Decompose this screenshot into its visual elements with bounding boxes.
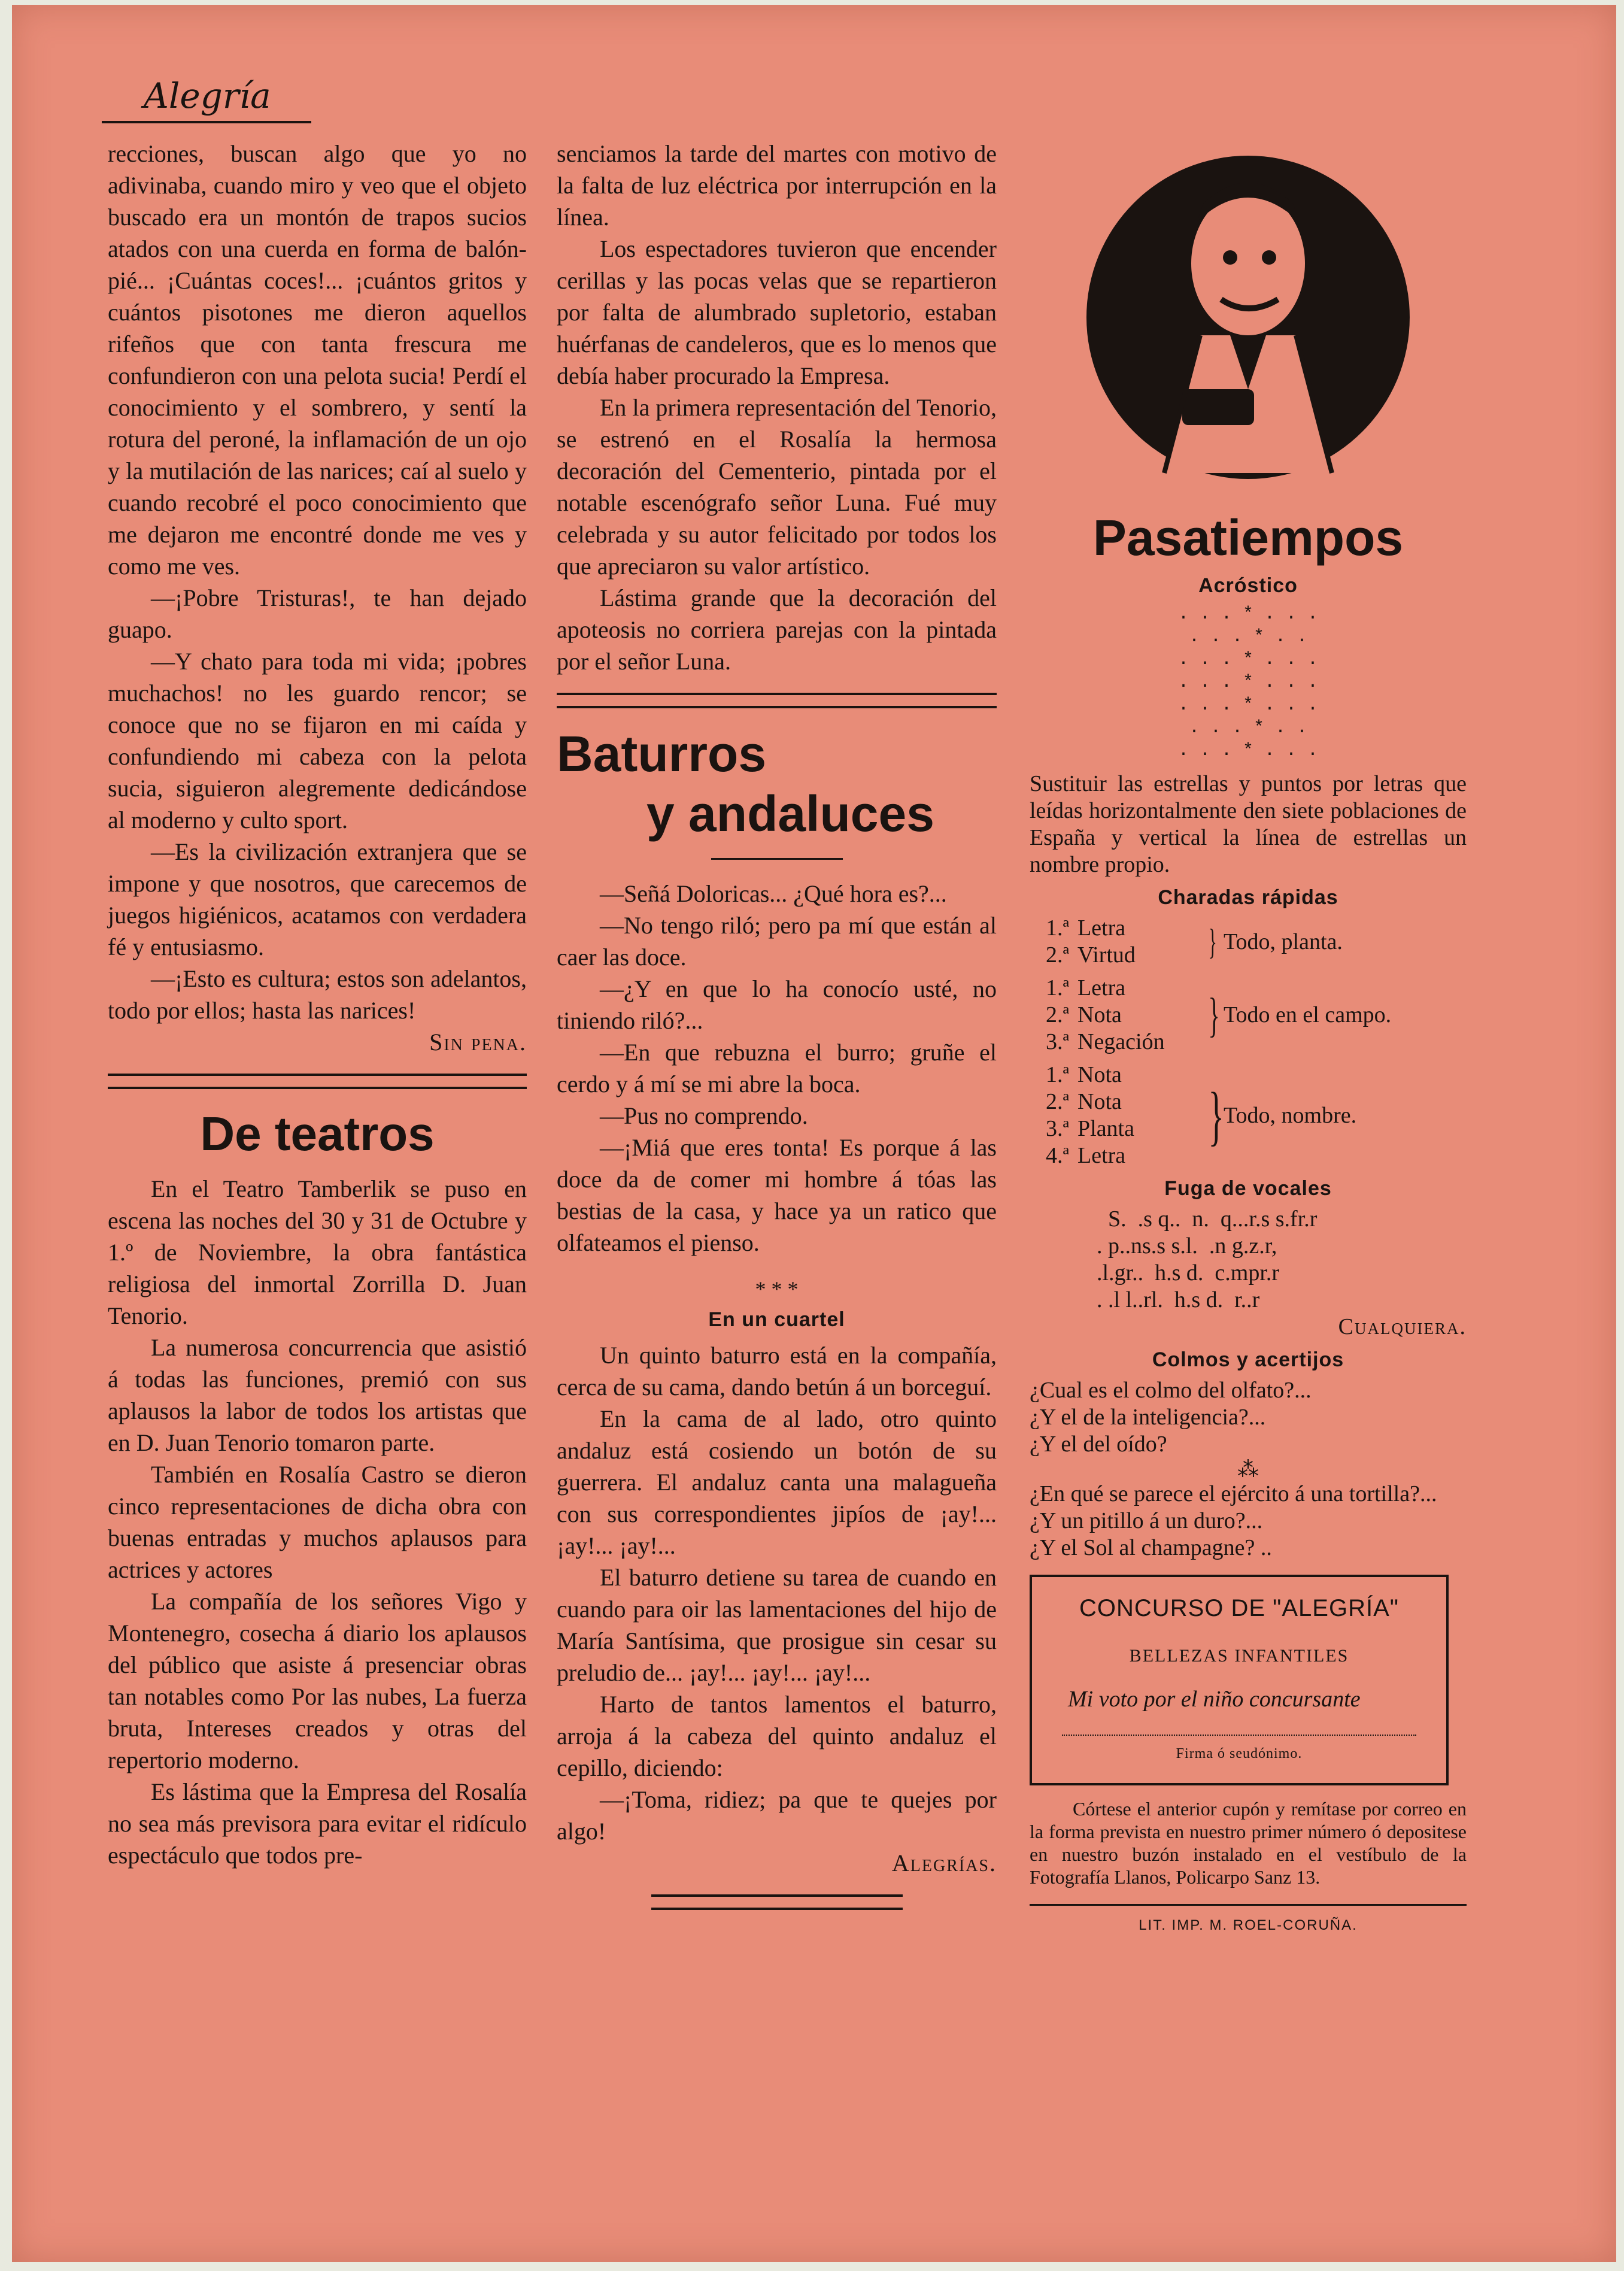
paragraph: —Y chato para toda mi vida; ¡pobres muchachos! no les guardo rencor; se conoce que no se fijaron en mi caída y confundiendo mi cabeza con la pelota sucia, siguieron alegremente dedicándose al moderno y culto sport. (108, 648, 527, 833)
charada-word: Letra (1077, 915, 1126, 941)
paragraph: En la cama de al lado, otro quinto andaluz está cosiendo un botón de su guerrera. El andaluz canta una malagueña con sus correspondientes jipíos de ¡ay!... ¡ay!... ¡ay!... (557, 1405, 997, 1559)
paragraph: La numerosa concurrencia que asistió á todas las funciones, premió con sus aplausos la labor de todos los artistas que en D. Juan Tenorio tomaron parte. (108, 1334, 527, 1456)
acertijo-line: ¿Y el Sol al champagne? .. (1030, 1535, 1272, 1560)
brace-icon: } (1208, 1079, 1224, 1152)
paragraph: —No tengo riló; pero pa mí que están al caer las doce. (557, 912, 997, 971)
signature-line[interactable] (1062, 1735, 1416, 1736)
coupon-note: Córtese el anterior cupón y remítase por correo en la forma prevista en nuestro primer número ó depositese en nuestro buzón instalado en el vestíbulo de la Fotografía Llanos, Policarpo Sanz 13. (1030, 1798, 1467, 1888)
acrostico-row: . . . * . . . (1177, 604, 1319, 624)
paragraph: Un quinto baturro está en la compañía, cerca de su cama, dando betún á un borceguí. (557, 1342, 997, 1400)
column-1 (108, 138, 527, 1871)
acrostico-row: . . . * . . . (1177, 672, 1319, 693)
coupon-firma: Firma ó seudónimo. (1176, 1746, 1303, 1761)
paragraph: —¿Y en que lo ha conocío usté, no tiniendo riló?... (557, 975, 997, 1034)
colmo-line: ¿Cual es el colmo del olfato?... (1030, 1378, 1312, 1403)
charada-word: Nota (1077, 1002, 1122, 1027)
charada-number: 1.ª (1046, 915, 1069, 941)
brace-icon: } (1208, 989, 1220, 1042)
paragraph: —En que rebuzna el burro; gruñe el cerdo y á mí se mi abre la boca. (557, 1039, 997, 1097)
acrostico-grid (1030, 603, 1467, 762)
charada-word: Virtud (1077, 942, 1136, 968)
coupon-vote-label: Mi voto por el niño concursante (1068, 1687, 1361, 1712)
baturros-title-line1: Baturros (557, 726, 767, 782)
charada-1 (1030, 915, 1467, 969)
charada-2 (1030, 975, 1467, 1056)
charada-word: Planta (1077, 1116, 1134, 1141)
charada-number: 2.ª (1046, 1089, 1069, 1114)
paragraph: En la primera representación del Tenorio, se estrenó en el Rosalía la hermosa decoración del Cementerio, pintada por el notable escenógrafo señor Luna. Fué muy celebrada y su autor felicitado por todos los que apreciaron su valor artístico. (557, 394, 997, 580)
charada-number: 2.ª (1046, 1002, 1069, 1027)
section-divider (651, 1894, 903, 1910)
paragraph: —¡Pobre Tristuras!, te han dejado guapo. (108, 584, 527, 643)
charada-word: Letra (1077, 1143, 1126, 1168)
fuga-line: . .l l..rl. h.s d. r..r (1097, 1287, 1260, 1312)
acrostico-title: Acróstico (1198, 574, 1298, 597)
charada-3 (1030, 1062, 1467, 1169)
colmo-line: ¿Y el del oído? (1030, 1432, 1167, 1457)
brace-icon: } (1208, 922, 1217, 962)
charada-total: Todo en el campo. (1224, 1002, 1392, 1027)
charada-number: 1.ª (1046, 1062, 1069, 1087)
acrostico-row: . . . * . . (1188, 627, 1308, 647)
charada-number: 1.ª (1046, 975, 1069, 1000)
paragraph: Es lástima que la Empresa del Rosalía no sea más previsora para evitar el ridículo espectáculo que todos pre- (108, 1778, 527, 1869)
baturros-title-line2: y andaluces (646, 786, 934, 842)
charadas-title: Charadas rápidas (1158, 886, 1338, 909)
paragraph: senciamos la tarde del martes con motivo de la falta de luz eléctrica por interrupción en la línea. (557, 140, 997, 231)
masthead: Alegría (102, 71, 311, 123)
charada-total: Todo, nombre. (1224, 1102, 1357, 1128)
section-divider (108, 1074, 527, 1089)
cuartel-subtitle: En un cuartel (708, 1308, 845, 1331)
acertijo-line: ¿Y un pitillo á un duro?... (1030, 1508, 1263, 1533)
article-signature: Sin pena. (429, 1029, 527, 1056)
section-divider (557, 693, 997, 708)
charada-word: Nota (1077, 1089, 1122, 1114)
charada-number: 4.ª (1046, 1143, 1069, 1168)
charada-word: Nota (1077, 1062, 1122, 1087)
paragraph: recciones, buscan algo que yo no adivinaba, cuando miro y veo que el objeto buscado era un montón de trapos sucios atados con una cuerda en forma de balón-pié... ¡Cuántas coces!... ¡cuántos gritos y cuántos pisotones me dieron aquellos rifeños que con tanta frescura me confundieron con una pelota sucia! Perdí el conocimiento y el sombrero, y sentí la rotura del peroné, la inflamación de un ojo y la mutilación de las narices; caí al suelo y cuando recobré el poco conocimiento que me dejaron me encontré donde me ves y como me ves. (108, 140, 527, 580)
asterism: * * * (755, 1277, 799, 1301)
charada-number: 3.ª (1046, 1116, 1069, 1141)
article-signature: Alegrías. (891, 1849, 997, 1876)
fuga-signature: Cualquiera. (1338, 1314, 1467, 1339)
title-rule (711, 858, 843, 860)
caricature-illustration (1080, 138, 1416, 497)
coupon-subtitle: BELLEZAS INFANTILES (1129, 1646, 1349, 1666)
fuga-line: S. .s q.. n. q...r.s s.fr.r (1097, 1206, 1318, 1232)
charada-word: Negación (1077, 1029, 1165, 1054)
paragraph: La compañía de los señores Vigo y Montenegro, cosecha á diario los aplausos del público que asiste á presenciar obras tan notables como Por las nubes, La fuerza bruta, Intereses creados y otras del repertorio moderno. (108, 1588, 527, 1773)
paragraph: —¡Esto es cultura; estos son adelantos, todo por ellos; hasta las narices! (108, 965, 527, 1024)
fuga-line: . p..ns.s s.l. .n g.z.r, (1097, 1233, 1277, 1259)
charada-word: Letra (1077, 975, 1126, 1000)
charada-number: 2.ª (1046, 942, 1069, 968)
coupon-title: CONCURSO DE "ALEGRÍA" (1079, 1595, 1399, 1621)
acrostico-row: . . . * . . . (1177, 741, 1319, 761)
charada-total: Todo, planta. (1224, 929, 1343, 954)
acertijo-line: ¿En qué se parece el ejército á una tortilla?... (1030, 1481, 1437, 1506)
fuga-title: Fuga de vocales (1164, 1177, 1332, 1200)
paragraph: También en Rosalía Castro se dieron cinco representaciones de dicha obra con buenas entradas y muchos aplausos para actrices y actores (108, 1461, 527, 1583)
teatros-title: De teatros (200, 1107, 435, 1160)
baturros-title (557, 724, 997, 844)
column-2 (557, 138, 997, 1926)
paragraph: —Señá Doloricas... ¿Qué hora es?... (600, 880, 947, 907)
paragraph: —¡Toma, ridiez; pa que te quejes por algo! (557, 1786, 997, 1845)
printer-imprint: LIT. IMP. M. ROEL-CORUÑA. (1030, 1904, 1467, 1939)
acrostico-row: . . . * . . . (1177, 695, 1319, 715)
paragraph: Harto de tantos lamentos el baturro, arroja á la cabeza del quinto andaluz el cepillo, diciendo: (557, 1691, 997, 1781)
paragraph: El baturro detiene su tarea de cuando en cuando para oir las lamentaciones del hijo de María Santísima, que prosigue sin cesar su preludio de... ¡ay!... ¡ay!... ¡ay!... (557, 1564, 997, 1686)
paragraph: —Es la civilización extranjera que se impone y que nosotros, que carecemos de juegos higiénicos, acatamos con verdadera fé y entusiasmo. (108, 838, 527, 960)
paragraph: —¡Miá que eres tonta! Es porque á las doce da de comer mi hombre á tóas las bestias de la casa, y hace ya un ratico que olfateamos el pienso. (557, 1134, 997, 1256)
paragraph: Lástima grande que la decoración del apoteosis no corriera parejas con la pintada por el señor Luna. (557, 584, 997, 675)
page-sheet (12, 5, 1616, 2262)
paragraph: —Pus no comprendo. (600, 1102, 808, 1129)
charada-number: 3.ª (1046, 1029, 1069, 1054)
pasatiempos-title: Pasatiempos (1092, 510, 1404, 566)
acrostico-row: . . . * . . . (1177, 650, 1319, 670)
fuga-line: .l.gr.. h.s d. c.mpr.r (1097, 1260, 1280, 1285)
acrostico-row: . . . * . . (1188, 718, 1308, 738)
colmos-divider: ⁂ (1237, 1457, 1259, 1481)
acrostico-instructions: Sustituir las estrellas y puntos por letras que leídas horizontalmente den siete poblaciones de España y vertical la línea de estrellas un nombre propio. (1030, 771, 1467, 877)
colmos-title: Colmos y acertijos (1152, 1348, 1344, 1371)
column-3 (1030, 138, 1467, 1939)
colmo-line: ¿Y el de la inteligencia?... (1030, 1405, 1266, 1430)
paragraph: Los espectadores tuvieron que encender cerillas y las pocas velas que se repartieron por falta de alumbrado supletorio, estaban huérfanas de candeleros, que es lo menos que debía haber procurado la Empresa. (557, 235, 997, 389)
paragraph: En el Teatro Tamberlik se puso en escena las noches del 30 y 31 de Octubre y 1.º de Noviembre, la obra fantástica religiosa del inmortal Zorrilla D. Juan Tenorio. (108, 1175, 527, 1329)
contest-coupon[interactable] (1030, 1575, 1449, 1785)
